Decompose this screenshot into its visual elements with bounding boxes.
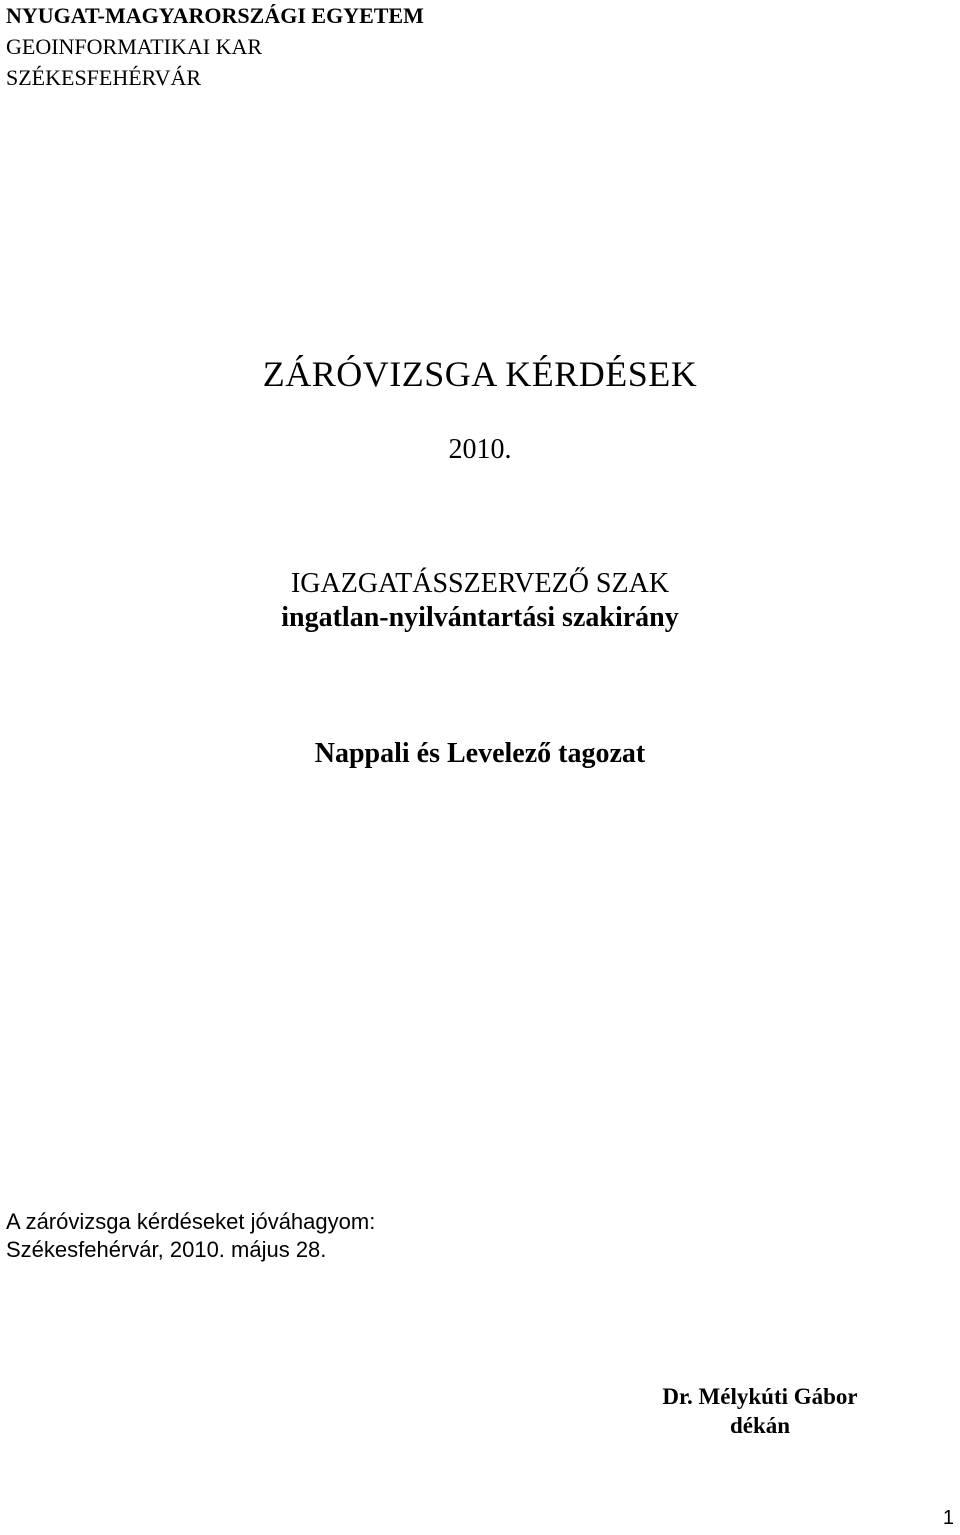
page-number: 1 (942, 1507, 954, 1529)
signatory-name: Dr. Mélykúti Gábor (662, 1384, 858, 1409)
schedule-type: Nappali és Levelező tagozat (314, 738, 646, 769)
specialization-name: ingatlan-nyilvántartási szakirány (281, 602, 679, 633)
document-title: ZÁRÓVIZSGA KÉRDÉSEK (262, 354, 698, 394)
signatory-role: dékán (729, 1413, 791, 1438)
university-name: NYUGAT-MAGYARORSZÁGI EGYETEM (6, 3, 424, 28)
document-year: 2010. (448, 434, 512, 465)
approval-block (6, 1208, 375, 1264)
signature-block (620, 1382, 900, 1440)
approval-place-date: Székesfehérvár, 2010. május 28. (6, 1237, 327, 1262)
program-name: IGAZGATÁSSZERVEZŐ SZAK (290, 568, 670, 599)
approval-statement: A záróvizsga kérdéseket jóváhagyom: (6, 1209, 376, 1234)
faculty-name: GEOINFORMATIKAI KAR (6, 34, 263, 59)
institution-header (6, 0, 424, 93)
city-name: SZÉKESFEHÉRVÁR (6, 65, 202, 90)
